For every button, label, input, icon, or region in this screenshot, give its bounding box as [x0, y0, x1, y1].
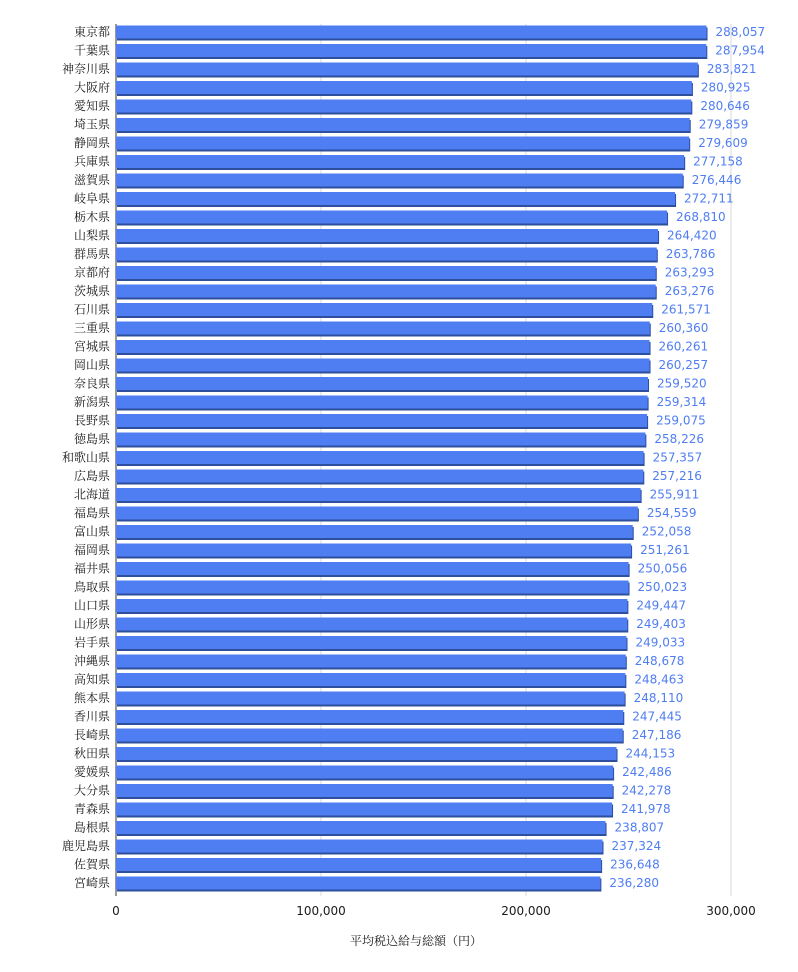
- value-label: 260,257: [658, 358, 709, 372]
- bar: [116, 877, 600, 890]
- category-label: 愛知県: [73, 99, 110, 113]
- value-label: 263,786: [665, 247, 716, 261]
- bar: [116, 488, 641, 501]
- bar: [116, 266, 656, 279]
- bar: [116, 174, 683, 187]
- bar: [116, 673, 625, 686]
- value-label: 242,278: [621, 783, 672, 798]
- category-label: 長野県: [73, 413, 110, 428]
- bar: [116, 729, 623, 742]
- x-tick-label: 300,000: [706, 904, 756, 918]
- value-label: 249,403: [636, 617, 686, 631]
- bar: [116, 192, 675, 205]
- value-label: 248,463: [634, 672, 684, 687]
- category-label: 福島県: [73, 506, 110, 520]
- bar: [116, 81, 692, 94]
- value-label: 279,859: [698, 117, 749, 132]
- value-label: 248,678: [634, 654, 685, 668]
- value-label: 238,807: [614, 820, 665, 835]
- bar: [116, 599, 627, 612]
- category-label: 神奈川県: [61, 62, 110, 76]
- bar: [116, 692, 625, 705]
- category-label: 大分県: [73, 783, 110, 798]
- bar: [116, 858, 601, 871]
- category-label: 埼玉県: [73, 117, 110, 132]
- category-label: 岐阜県: [73, 191, 110, 206]
- value-label: 277,158: [693, 154, 743, 169]
- bar: [116, 229, 658, 242]
- bar: [116, 340, 650, 353]
- category-label: 千葉県: [73, 43, 110, 58]
- category-label: 愛媛県: [73, 765, 110, 779]
- bar: [116, 840, 603, 853]
- value-label: 272,711: [684, 191, 734, 206]
- bar: [116, 303, 652, 316]
- category-label: 東京都: [73, 25, 110, 39]
- value-label: 263,276: [664, 284, 715, 298]
- bar: [116, 507, 638, 520]
- bar: [116, 766, 613, 779]
- bar: [116, 636, 627, 649]
- category-label: 福岡県: [73, 543, 110, 557]
- category-label: 徳島県: [73, 432, 110, 446]
- value-label: 287,954: [715, 43, 765, 58]
- value-label: 279,609: [698, 136, 748, 150]
- bar: [116, 100, 691, 113]
- category-label: 大阪府: [73, 80, 110, 95]
- bar: [116, 784, 613, 797]
- value-label: 258,226: [654, 432, 704, 446]
- x-axis-title: 平均税込給与総額（円）: [349, 934, 483, 948]
- value-label: 236,648: [610, 857, 660, 872]
- value-label: 248,110: [633, 691, 684, 705]
- category-label: 鳥取県: [73, 580, 110, 594]
- category-label: 佐賀県: [73, 857, 110, 872]
- category-label: 茨城県: [73, 284, 110, 298]
- value-label: 260,360: [658, 321, 709, 335]
- value-label: 288,057: [715, 25, 766, 39]
- category-label: 三重県: [73, 321, 110, 335]
- category-label: 山口県: [73, 598, 110, 613]
- value-label: 237,324: [611, 839, 662, 853]
- category-label: 静岡県: [73, 136, 110, 150]
- value-label: 283,821: [706, 62, 757, 76]
- bar: [116, 211, 667, 224]
- bar: [116, 63, 698, 76]
- value-label: 247,445: [632, 709, 682, 724]
- bar: [116, 248, 657, 261]
- value-label: 252,058: [641, 524, 692, 539]
- value-label: 259,075: [656, 413, 706, 428]
- category-label: 岩手県: [73, 635, 110, 650]
- category-label: 山梨県: [73, 228, 110, 243]
- value-label: 250,023: [637, 580, 688, 594]
- category-label: 宮崎県: [73, 876, 110, 890]
- value-label: 241,978: [621, 802, 671, 816]
- value-label: 263,293: [664, 265, 715, 280]
- category-label: 沖縄県: [73, 654, 110, 668]
- bar: [116, 710, 623, 723]
- x-tick-label: 0: [112, 904, 120, 918]
- bar: [116, 322, 650, 335]
- category-label: 滋賀県: [73, 173, 110, 187]
- bar: [116, 26, 707, 39]
- bar: [116, 377, 648, 390]
- value-label: 276,446: [691, 173, 742, 187]
- bar: [116, 821, 606, 834]
- bar: [116, 655, 626, 668]
- category-label: 広島県: [73, 469, 110, 483]
- value-label: 236,280: [609, 876, 659, 890]
- category-label: 青森県: [73, 802, 110, 816]
- value-label: 261,571: [661, 302, 711, 317]
- category-label: 京都府: [73, 265, 110, 280]
- x-tick-label: 100,000: [296, 904, 346, 918]
- value-label: 268,810: [676, 210, 726, 224]
- category-labels: [62, 24, 110, 890]
- value-label: 280,925: [700, 80, 751, 95]
- bar: [116, 359, 650, 372]
- bar: [116, 747, 617, 760]
- category-label: 北海道: [73, 487, 110, 502]
- category-label: 長崎県: [73, 728, 110, 742]
- value-label: 264,420: [667, 228, 717, 243]
- category-label: 宮城県: [73, 339, 110, 354]
- category-label: 奈良県: [73, 376, 110, 391]
- bar: [116, 396, 648, 409]
- value-label: 247,186: [631, 728, 682, 742]
- value-label: 257,357: [652, 450, 703, 465]
- value-label: 280,646: [700, 99, 750, 113]
- value-label: 249,447: [636, 598, 686, 613]
- bar: [116, 451, 644, 464]
- category-label: 熊本県: [73, 691, 110, 705]
- bar: [116, 137, 689, 150]
- category-label: 岡山県: [73, 358, 110, 372]
- value-label: 242,486: [622, 765, 672, 779]
- value-label: 259,314: [656, 395, 707, 409]
- bar: [116, 618, 627, 631]
- bar: [116, 562, 629, 575]
- bar: [116, 581, 629, 594]
- value-label: 254,559: [646, 506, 697, 520]
- category-label: 新潟県: [73, 395, 110, 409]
- x-tick-label: 200,000: [501, 904, 551, 918]
- value-label: 260,261: [658, 339, 709, 354]
- category-label: 島根県: [73, 820, 110, 835]
- category-label: 群馬県: [73, 247, 110, 261]
- category-label: 秋田県: [73, 746, 110, 761]
- bar: [116, 470, 643, 483]
- value-label: 244,153: [625, 746, 676, 761]
- category-label: 香川県: [73, 709, 110, 724]
- bar: [116, 433, 645, 446]
- value-label: 251,261: [640, 543, 690, 557]
- value-label: 257,216: [652, 469, 702, 483]
- category-label: 栃木県: [73, 210, 110, 224]
- bar: [116, 544, 631, 557]
- bar: [116, 285, 656, 298]
- category-label: 高知県: [73, 672, 110, 687]
- bar: [116, 525, 633, 538]
- value-label: 255,911: [649, 487, 700, 502]
- bar: [116, 803, 612, 816]
- x-tick-labels: [112, 904, 756, 918]
- category-label: 山形県: [73, 617, 110, 631]
- category-label: 鹿児島県: [61, 839, 110, 853]
- category-label: 石川県: [73, 302, 110, 317]
- value-label: 259,520: [657, 376, 707, 391]
- bars: [116, 26, 708, 892]
- bar: [116, 155, 684, 168]
- category-label: 和歌山県: [61, 450, 110, 465]
- value-label: 249,033: [635, 635, 686, 650]
- category-label: 福井県: [73, 561, 110, 576]
- bar: [116, 414, 647, 427]
- bar: [116, 44, 706, 57]
- value-label: 250,056: [637, 561, 688, 576]
- category-label: 兵庫県: [73, 154, 110, 169]
- bar: [116, 118, 690, 131]
- category-label: 富山県: [73, 524, 110, 539]
